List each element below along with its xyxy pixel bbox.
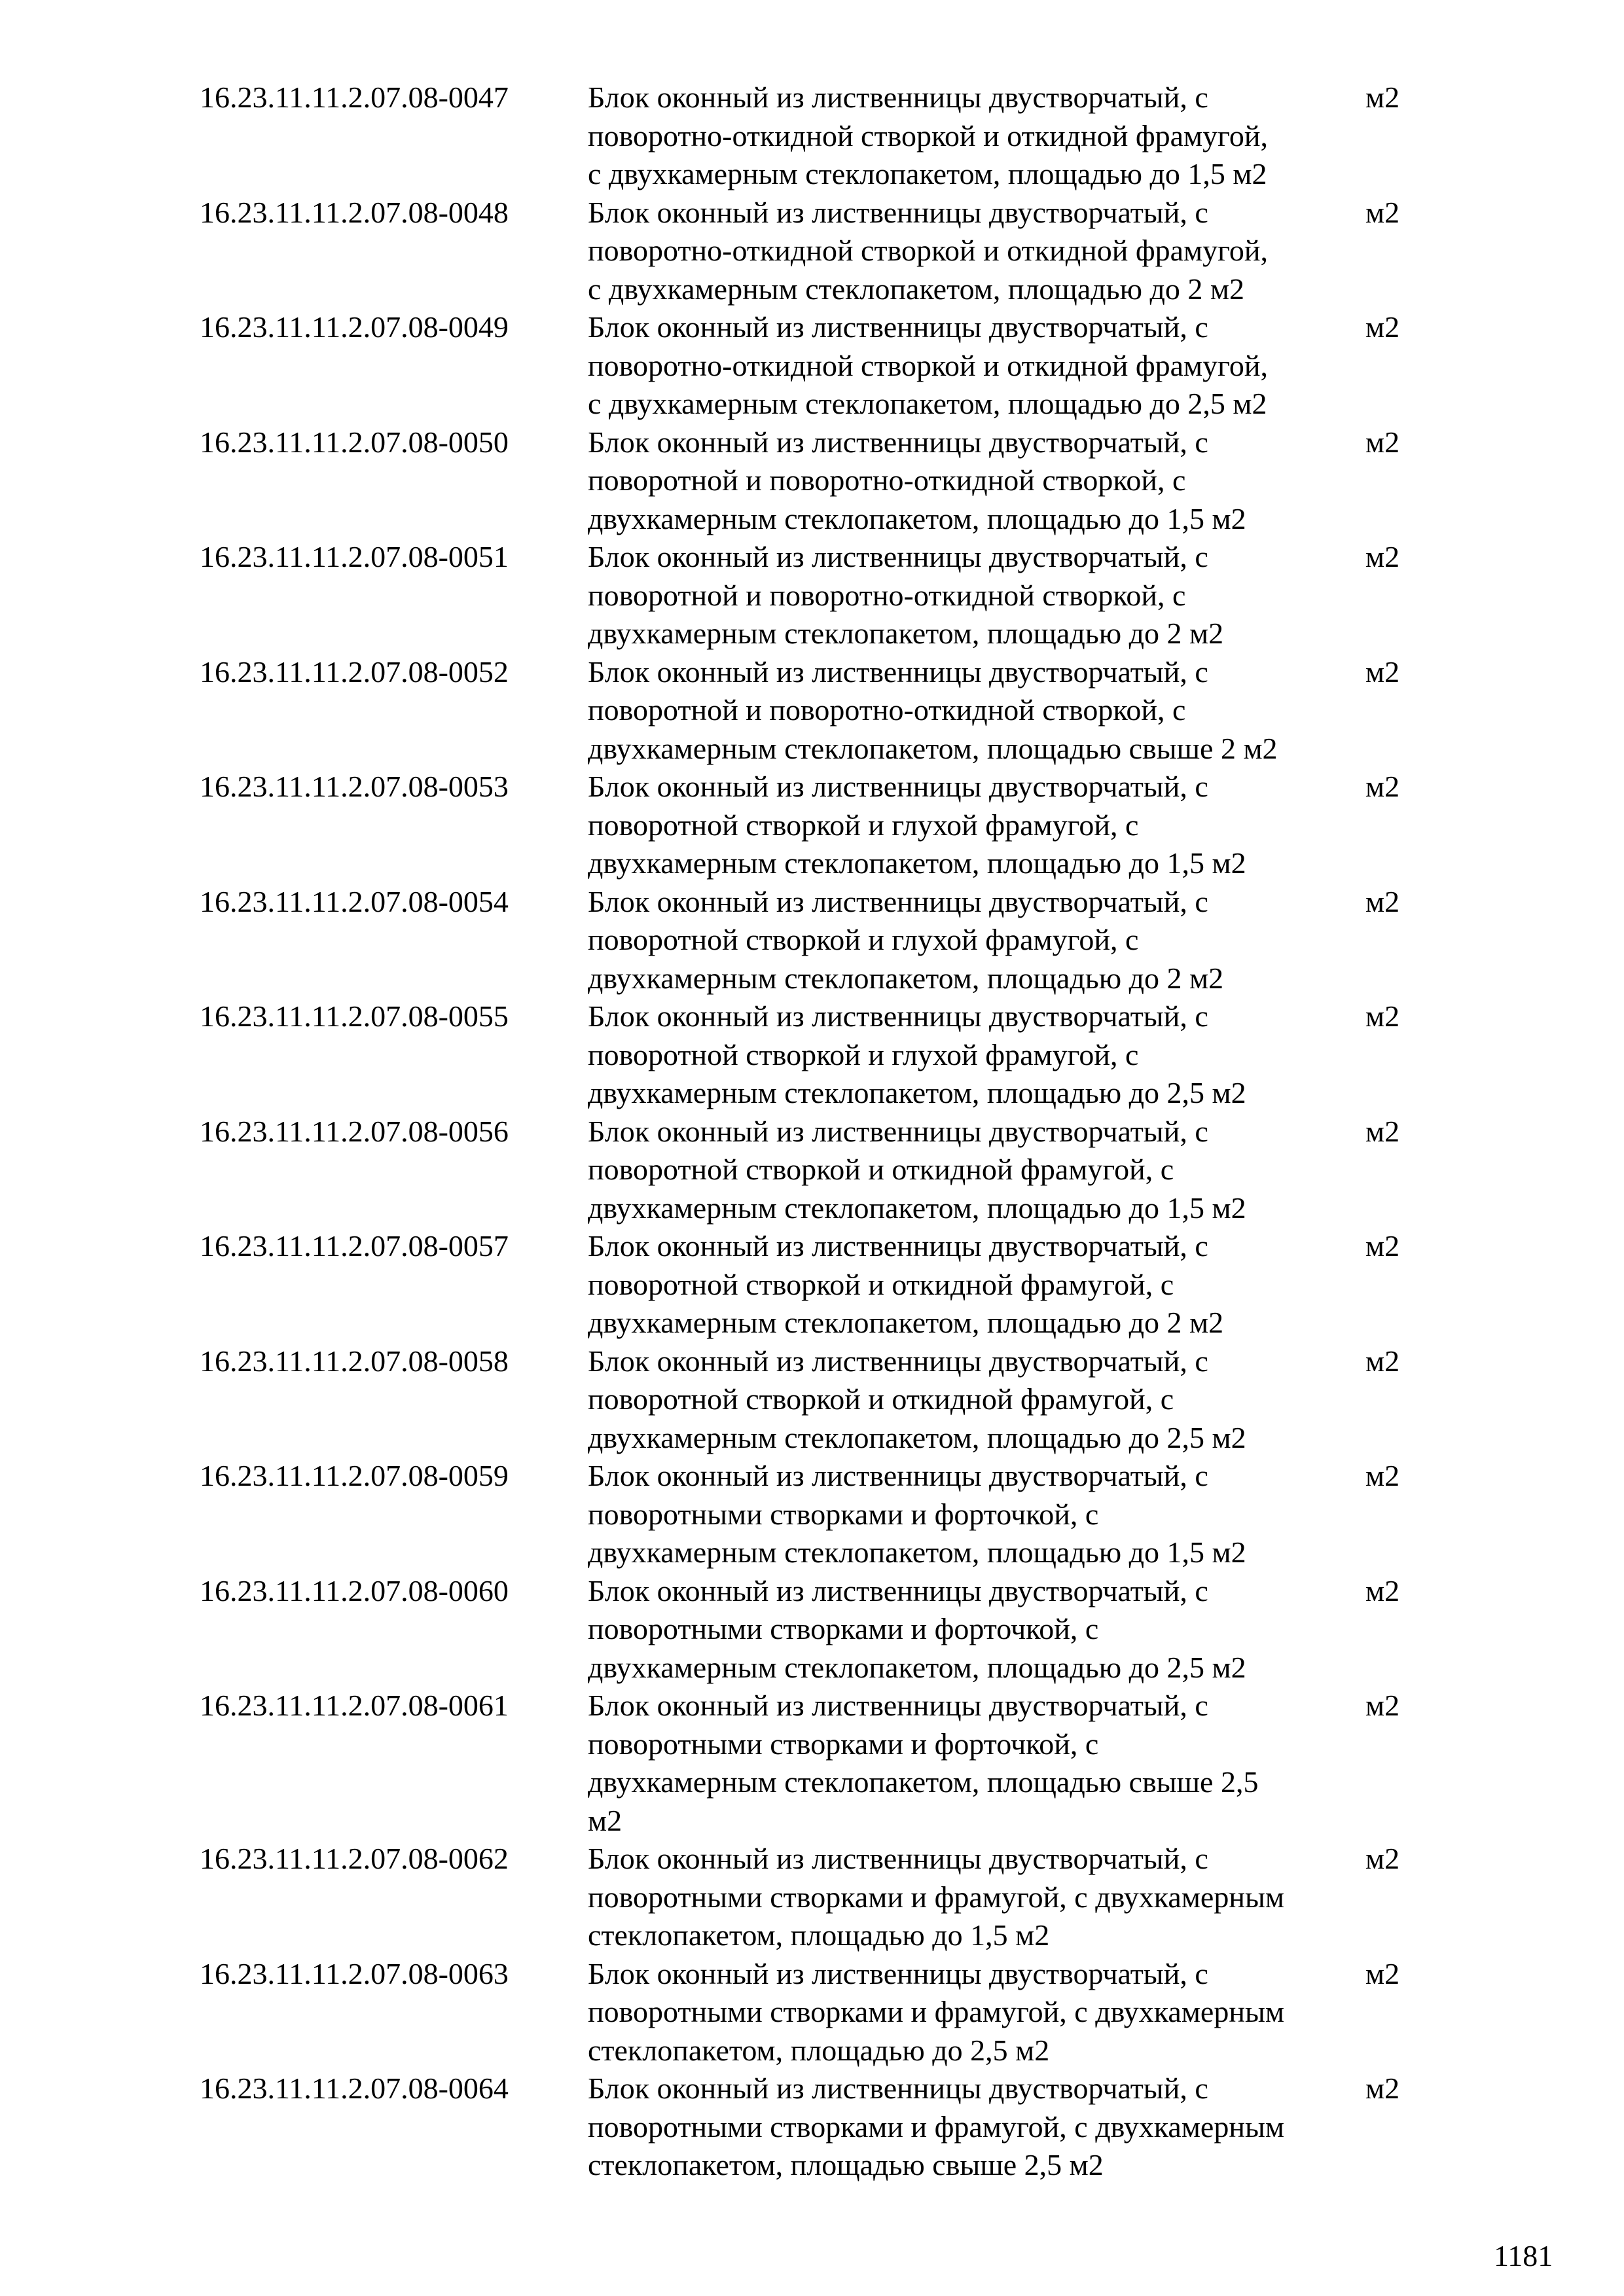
table-row: [0, 1342, 1624, 1458]
description-line: двухкамерным стеклопакетом, площадью до 2 м2: [588, 1306, 1224, 1339]
description-line: Блок оконный из лиственницы двустворчатый, с: [588, 195, 1208, 229]
table-row: [0, 308, 1624, 423]
table-row: [0, 1457, 1624, 1572]
description-line: с двухкамерным стеклопакетом, площадью до 1,5 м2: [588, 157, 1267, 190]
item-unit: м2: [1365, 1459, 1400, 1492]
description-line: Блок оконный из лиственницы двустворчатый, с: [588, 81, 1208, 114]
item-unit: м2: [1365, 2072, 1400, 2105]
item-code: 16.23.11.11.2.07.08-0052: [200, 655, 509, 689]
item-code: 16.23.11.11.2.07.08-0057: [200, 1229, 509, 1263]
item-description: [588, 1572, 1373, 1687]
item-unit: м2: [1365, 425, 1400, 459]
item-description: [588, 538, 1373, 653]
item-code: 16.23.11.11.2.07.08-0049: [200, 310, 509, 344]
description-line: поворотной створкой и глухой фрамугой, с: [588, 808, 1139, 842]
item-description: [588, 883, 1373, 998]
description-line: поворотно-откидной створкой и откидной фрамугой,: [588, 234, 1268, 267]
item-description: [588, 1840, 1373, 1955]
description-line: двухкамерным стеклопакетом, площадью свыше 2 м2: [588, 731, 1278, 765]
item-description: [588, 1342, 1373, 1458]
item-code: 16.23.11.11.2.07.08-0048: [200, 195, 509, 229]
item-description: [588, 308, 1373, 423]
description-line: Блок оконный из лиственницы двустворчатый, с: [588, 1842, 1208, 1875]
description-line: поворотной и поворотно-откидной створкой, с: [588, 463, 1186, 497]
description-line: двухкамерным стеклопакетом, площадью свыше 2,5: [588, 1765, 1259, 1799]
item-unit: м2: [1365, 999, 1400, 1033]
item-code: 16.23.11.11.2.07.08-0051: [200, 540, 509, 573]
description-line: стеклопакетом, площадью до 2,5 м2: [588, 2033, 1050, 2067]
table-row: [0, 423, 1624, 539]
description-line: поворотными створками и форточкой, с: [588, 1497, 1099, 1531]
item-unit: м2: [1365, 1114, 1400, 1148]
description-line: поворотной створкой и откидной фрамугой, с: [588, 1267, 1174, 1301]
description-line: Блок оконный из лиственницы двустворчатый, с: [588, 1114, 1208, 1148]
item-description: [588, 423, 1373, 539]
item-code: 16.23.11.11.2.07.08-0064: [200, 2072, 509, 2105]
page-number: 1181: [1494, 2239, 1553, 2272]
item-description: [588, 1227, 1373, 1342]
description-line: Блок оконный из лиственницы двустворчатый, с: [588, 884, 1208, 918]
item-description: [588, 1113, 1373, 1228]
description-line: Блок оконный из лиственницы двустворчатый, с: [588, 1344, 1208, 1378]
description-line: двухкамерным стеклопакетом, площадью до 2 м2: [588, 617, 1224, 650]
description-line: поворотной створкой и откидной фрамугой, с: [588, 1382, 1174, 1416]
item-unit: м2: [1365, 310, 1400, 344]
description-line: Блок оконный из лиственницы двустворчатый, с: [588, 1459, 1208, 1492]
description-line: двухкамерным стеклопакетом, площадью до 2,5 м2: [588, 1650, 1246, 1684]
item-unit: м2: [1365, 1344, 1400, 1378]
table-row: [0, 79, 1624, 194]
item-code: 16.23.11.11.2.07.08-0047: [200, 81, 509, 114]
item-code: 16.23.11.11.2.07.08-0062: [200, 1842, 509, 1875]
item-description: [588, 1457, 1373, 1572]
table-row: [0, 1113, 1624, 1228]
description-line: двухкамерным стеклопакетом, площадью до 2 м2: [588, 961, 1224, 995]
description-line: поворотной и поворотно-откидной створкой, с: [588, 578, 1186, 612]
item-description: [588, 1687, 1373, 1840]
table-row: [0, 2070, 1624, 2185]
table-row: [0, 997, 1624, 1113]
item-unit: м2: [1365, 540, 1400, 573]
item-code: 16.23.11.11.2.07.08-0053: [200, 770, 509, 803]
item-code: 16.23.11.11.2.07.08-0061: [200, 1689, 509, 1722]
description-line: поворотными створками и фрамугой, с двухкамерным: [588, 1995, 1284, 2028]
description-line: поворотно-откидной створкой и откидной фрамугой,: [588, 348, 1268, 382]
table-row: [0, 653, 1624, 768]
description-line: поворотными створками и фрамугой, с двухкамерным: [588, 1880, 1284, 1914]
description-line: двухкамерным стеклопакетом, площадью до 2,5 м2: [588, 1420, 1246, 1454]
table-row: [0, 538, 1624, 653]
description-line: м2: [588, 1803, 623, 1837]
item-description: [588, 653, 1373, 768]
description-line: Блок оконный из лиственницы двустворчатый, с: [588, 1229, 1208, 1263]
item-unit: м2: [1365, 1956, 1400, 1990]
item-unit: м2: [1365, 195, 1400, 229]
item-code: 16.23.11.11.2.07.08-0059: [200, 1459, 509, 1492]
description-line: Блок оконный из лиственницы двустворчатый, с: [588, 425, 1208, 459]
item-description: [588, 1955, 1373, 2070]
item-unit: м2: [1365, 1842, 1400, 1875]
description-line: Блок оконный из лиственницы двустворчатый, с: [588, 1956, 1208, 1990]
description-line: поворотной створкой и откидной фрамугой, с: [588, 1153, 1174, 1186]
catalog-table: [0, 79, 1624, 2185]
description-line: Блок оконный из лиственницы двустворчатый, с: [588, 655, 1208, 689]
description-line: Блок оконный из лиственницы двустворчатый, с: [588, 1573, 1208, 1607]
item-unit: м2: [1365, 1573, 1400, 1607]
description-line: двухкамерным стеклопакетом, площадью до 1,5 м2: [588, 1535, 1246, 1569]
description-line: Блок оконный из лиственницы двустворчатый, с: [588, 310, 1208, 344]
description-line: Блок оконный из лиственницы двустворчатый, с: [588, 770, 1208, 803]
description-line: поворотной створкой и глухой фрамугой, с: [588, 1037, 1139, 1071]
description-line: поворотной и поворотно-откидной створкой, с: [588, 693, 1186, 726]
description-line: поворотно-откидной створкой и откидной фрамугой,: [588, 118, 1268, 152]
item-description: [588, 997, 1373, 1113]
description-line: Блок оконный из лиственницы двустворчатый, с: [588, 2072, 1208, 2105]
description-line: двухкамерным стеклопакетом, площадью до 1,5 м2: [588, 501, 1246, 535]
item-unit: м2: [1365, 1689, 1400, 1722]
description-line: с двухкамерным стеклопакетом, площадью до 2 м2: [588, 272, 1244, 306]
item-unit: м2: [1365, 884, 1400, 918]
item-unit: м2: [1365, 655, 1400, 689]
item-code: 16.23.11.11.2.07.08-0058: [200, 1344, 509, 1378]
item-code: 16.23.11.11.2.07.08-0063: [200, 1956, 509, 1990]
table-row: [0, 1227, 1624, 1342]
item-description: [588, 194, 1373, 309]
description-line: поворотными створками и фрамугой, с двухкамерным: [588, 2109, 1284, 2144]
table-row: [0, 1955, 1624, 2070]
description-line: поворотными створками и форточкой, с: [588, 1612, 1099, 1645]
item-code: 16.23.11.11.2.07.08-0054: [200, 884, 509, 918]
item-unit: м2: [1365, 1229, 1400, 1263]
table-row: [0, 194, 1624, 309]
table-row: [0, 1687, 1624, 1840]
description-line: двухкамерным стеклопакетом, площадью до 1,5 м2: [588, 1191, 1246, 1225]
table-row: [0, 1840, 1624, 1955]
item-code: 16.23.11.11.2.07.08-0056: [200, 1114, 509, 1148]
description-line: стеклопакетом, площадью до 1,5 м2: [588, 1918, 1050, 1952]
item-code: 16.23.11.11.2.07.08-0060: [200, 1573, 509, 1607]
table-row: [0, 1572, 1624, 1687]
description-line: поворотными створками и форточкой, с: [588, 1727, 1099, 1761]
description-line: поворотной створкой и глухой фрамугой, с: [588, 923, 1139, 956]
description-line: Блок оконный из лиственницы двустворчатый, с: [588, 540, 1208, 573]
item-unit: м2: [1365, 770, 1400, 803]
item-description: [588, 2070, 1373, 2185]
item-description: [588, 79, 1373, 194]
item-code: 16.23.11.11.2.07.08-0055: [200, 999, 509, 1033]
description-line: двухкамерным стеклопакетом, площадью до 2,5 м2: [588, 1076, 1246, 1109]
item-description: [588, 768, 1373, 883]
description-line: двухкамерным стеклопакетом, площадью до 1,5 м2: [588, 846, 1246, 880]
item-unit: м2: [1365, 81, 1400, 114]
description-line: стеклопакетом, площадью свыше 2,5 м2: [588, 2148, 1104, 2181]
description-line: Блок оконный из лиственницы двустворчатый, с: [588, 999, 1208, 1033]
description-line: с двухкамерным стеклопакетом, площадью до 2,5 м2: [588, 387, 1267, 420]
description-line: Блок оконный из лиственницы двустворчатый, с: [588, 1689, 1208, 1722]
table-row: [0, 768, 1624, 883]
item-code: 16.23.11.11.2.07.08-0050: [200, 425, 509, 459]
table-row: [0, 883, 1624, 998]
